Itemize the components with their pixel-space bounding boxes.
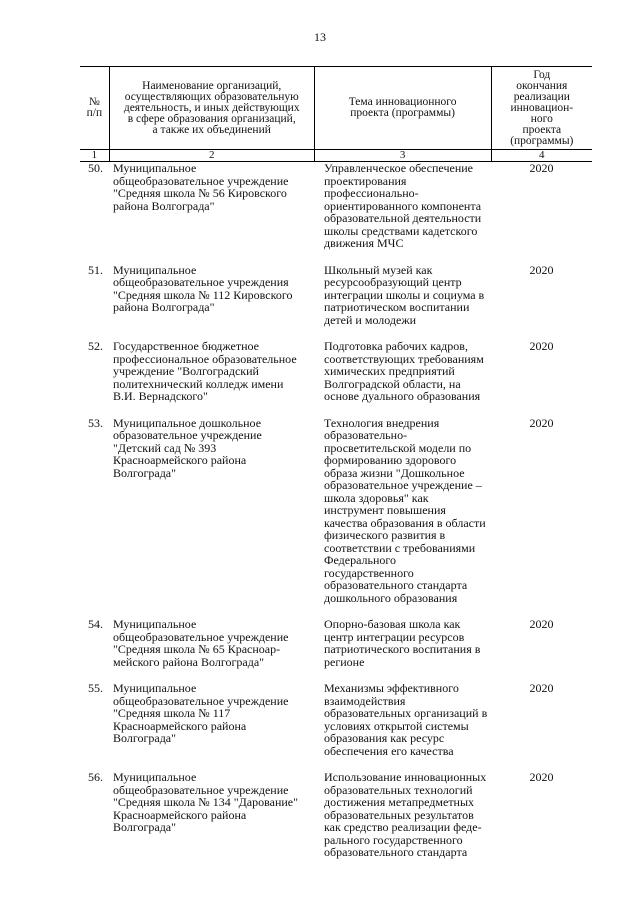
end-year: 2020 xyxy=(529,770,554,784)
projects-table xyxy=(80,66,592,859)
end-year: 2020 xyxy=(529,262,554,277)
header-organization: Наименование организаций, осуществляющих образовательную деятельность, и иных действующих в сфере образования организаций, а также их объединений xyxy=(110,67,315,149)
end-year: 2020 xyxy=(529,415,554,430)
row-number: 52. xyxy=(88,339,103,353)
end-year: 2020 xyxy=(529,161,554,175)
page-number: 13 xyxy=(314,30,326,44)
row-number: 54. xyxy=(88,617,103,631)
project-topic: Управленческое обеспечение проектирования профессионально- ориентированного компонента образовательной деятельности школы средствами кадетского движения МЧС xyxy=(324,161,482,250)
project-topic: Использование инновационных образовательных технологий достижения метапредметных образовательных результатов как средство реализации феде- рального государственного образовательного стандарта xyxy=(324,770,487,859)
row-number: 56. xyxy=(88,770,103,784)
organization-name: Муниципальное общеобразовательное учреждения "Средняя школа № 112 Кировского района Волгограда" xyxy=(113,262,293,314)
organization-name: Муниципальное общеобразовательное учреждение "Средняя школа № 134 "Дарование" Красноармейского района Волгограда" xyxy=(113,770,299,834)
organization-name: Муниципальное общеобразовательное учреждение "Средняя школа № 65 Красноар- мейского района Волгограда" xyxy=(113,617,289,669)
table-row xyxy=(80,771,592,859)
organization-name: Государственное бюджетное профессиональное образовательное учреждение "Волгоградский политехнический колледж имени В.И. Вернадского" xyxy=(113,339,297,403)
table-row xyxy=(80,264,592,327)
header-number: № п/п xyxy=(80,67,110,149)
header-end-year: Год окончания реализации инновацион- ного проекта (программы) xyxy=(510,68,574,147)
table-row xyxy=(80,162,592,250)
column-number: 4 xyxy=(539,149,545,161)
row-number: 53. xyxy=(88,415,103,430)
row-number: 55. xyxy=(88,681,103,695)
end-year: 2020 xyxy=(529,681,554,695)
project-topic: Механизмы эффективного взаимодействия образовательных организаций в условиях открытой системы образования как ресурс обеспечения его качества xyxy=(324,681,488,758)
table-row xyxy=(80,340,592,403)
end-year: 2020 xyxy=(529,339,554,353)
organization-name: Муниципальное дошкольное образовательное учреждение "Детский сад № 393 Красноармейского района Волгограда" xyxy=(113,415,262,480)
organization-name: Муниципальное общеобразовательное учреждение "Средняя школа № 56 Кировского района Волгограда" xyxy=(113,161,289,213)
end-year: 2020 xyxy=(529,617,554,631)
project-topic: Опорно-базовая школа как центр интеграции ресурсов патриотического воспитания в регионе xyxy=(324,617,481,669)
project-topic: Школьный музей как ресурсообразующий центр интеграции школы и социума в патриотическом воспитании детей и молодежи xyxy=(324,262,485,327)
header-project-topic: Тема инновационного проекта (программы) xyxy=(315,67,492,149)
row-number: 50. xyxy=(88,161,103,175)
table-row xyxy=(80,417,592,605)
table-row xyxy=(80,682,592,757)
row-number: 51. xyxy=(88,262,103,277)
column-number: 1 xyxy=(80,150,110,161)
project-topic: Подготовка рабочих кадров, соответствующих требованиям химических предприятий Волгоградской области, на основе дуального образования xyxy=(324,339,484,403)
project-topic: Технология внедрения образовательно- просветительской модели по формированию здорового образа жизни "Дошкольное образовательное учреждение – школа здоровья" как инструмент повышения качества образования в области физического развития в соответствии с требованиями Федерального государственного образовательного стандарта дошкольного образования xyxy=(324,415,486,605)
column-number: 2 xyxy=(110,150,315,161)
organization-name: Муниципальное общеобразовательное учреждение "Средняя школа № 117 Красноармейского района Волгограда" xyxy=(113,681,289,745)
table-row xyxy=(80,618,592,668)
column-number: 3 xyxy=(315,150,492,161)
table-header xyxy=(80,66,592,150)
